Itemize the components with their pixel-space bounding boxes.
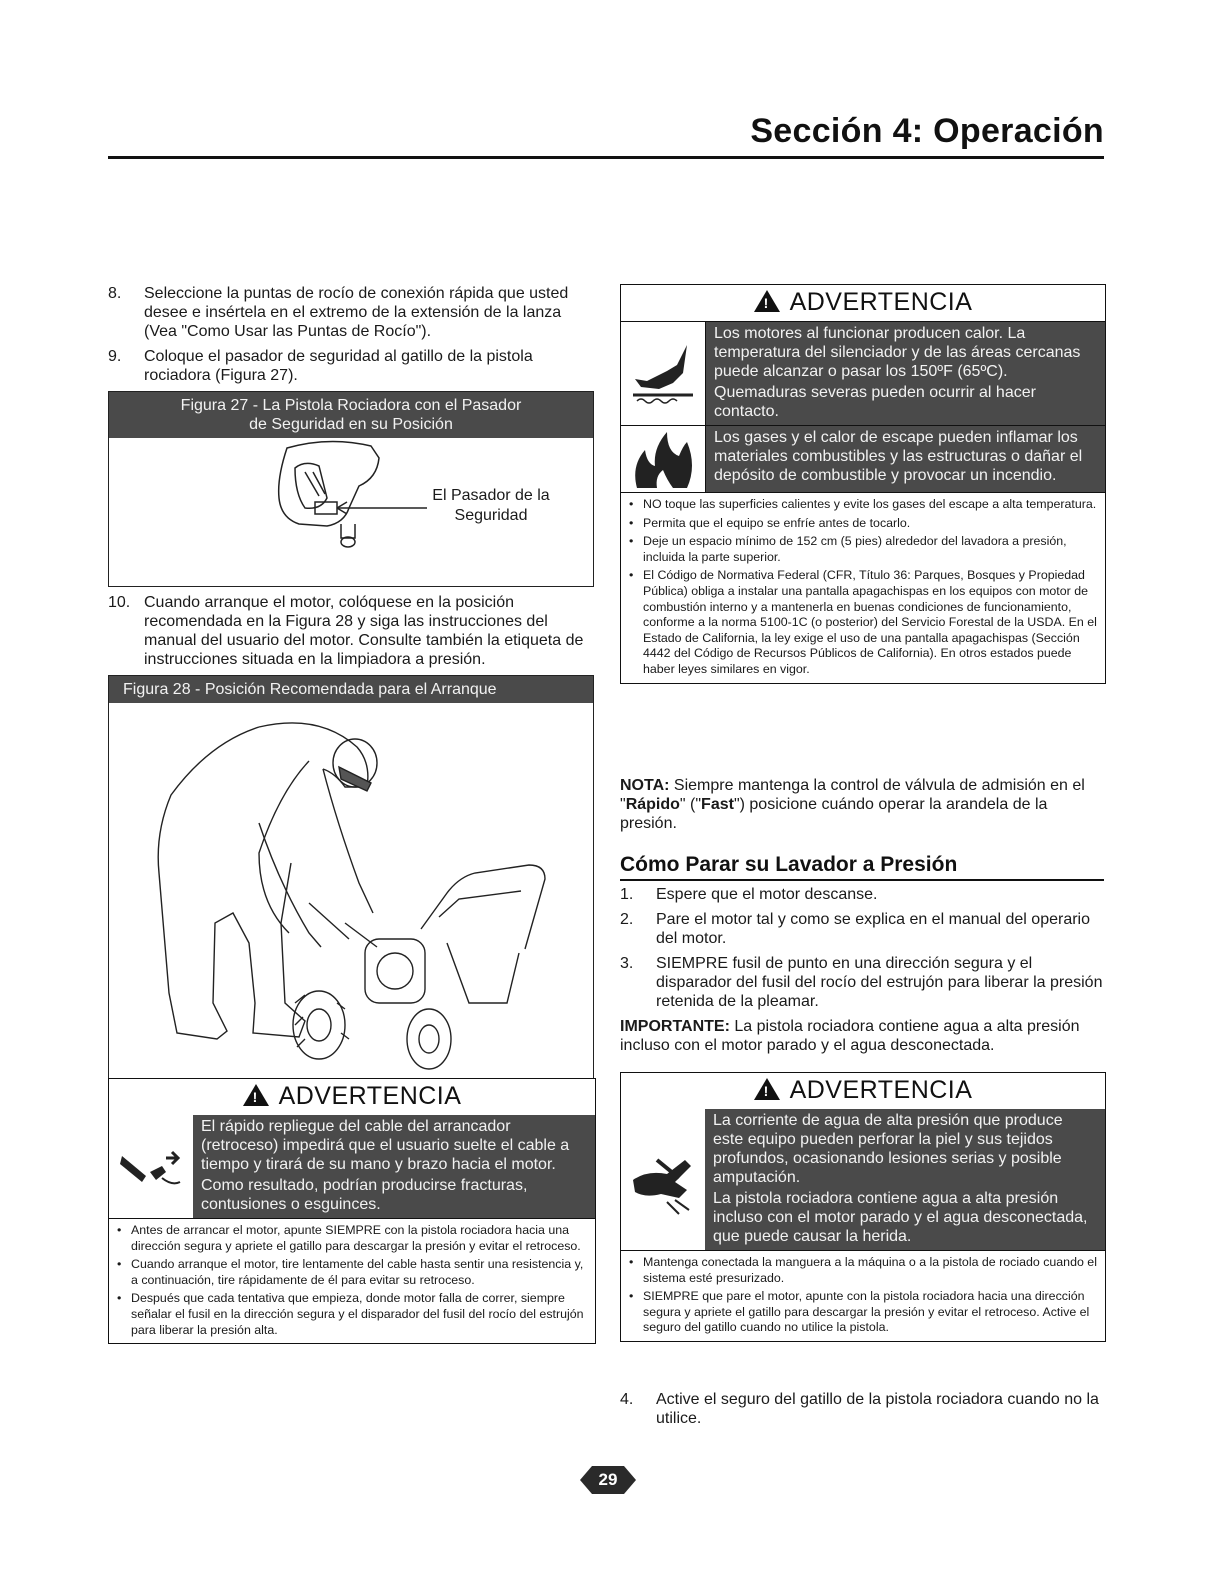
step-number: 3. [620, 954, 634, 972]
step-text: SIEMPRE fusil de punto en una dirección segura y el disparador del fusil del rocío del estrujón para liberar la presión retenida de la pleamar. [656, 954, 1103, 1010]
warning-triangle-icon [754, 290, 780, 312]
fire-icon-svg [627, 426, 699, 492]
stop-heading: Cómo Parar su Lavador a Presión [620, 853, 958, 876]
page-number: 29 [598, 1470, 618, 1489]
warning-message-1: El rápido repliegue del cable del arrancador (retroceso) impedirá que el usuario suelte el cable a tiempo y tirará de su mano y brazo hacia el motor. [201, 1118, 570, 1173]
injection-hazard-icon-svg [627, 1140, 699, 1220]
step-text: Espere que el motor descanse. [656, 885, 878, 903]
warning-row [109, 1115, 595, 1218]
figure-27 [108, 391, 594, 587]
warning-title [621, 285, 1105, 321]
header-rule [108, 156, 1104, 159]
safety-pin-label: El Pasador de la Seguridad [432, 487, 550, 524]
step-text: Cuando arranque el motor, colóquese en la posición recomendada en la Figura 28 y siga las instrucciones del manual del usuario del motor. Consulte también la etiqueta de instrucciones situada en la limpiadora a presión. [144, 594, 584, 668]
warning-bullet: • Cuando arranque el motor, tire lentamente del cable hasta sentir una resistencia y, a continuación, tire rápidamente de él para evitar su retroceso. [115, 1257, 589, 1288]
stop-step-2 [620, 910, 1104, 948]
note-bold-fast: Fast [701, 796, 734, 813]
step-9 [108, 347, 594, 385]
left-column [108, 284, 594, 1082]
warning-message-2: La pistola rociadora contiene agua a alta presión incluso con el motor parado y el agua desconectada, que puede causar la herida. [713, 1190, 1088, 1245]
step-number: 1. [620, 885, 634, 903]
warning-message-3: Los gases y el calor de escape pueden inflamar los materiales combustibles y las estructuras o dañar el depósito de combustible y provocar un incendio. [714, 429, 1083, 484]
warning-triangle-icon [243, 1084, 269, 1106]
warning-bullet: • NO toque las superficies calientes y evite los gases del escape a alta temperatura. [627, 497, 1099, 513]
injection-hazard-icon [621, 1109, 705, 1250]
warning-triangle-icon [754, 1078, 780, 1100]
warning-row [621, 1109, 1105, 1250]
step-number: 4. [620, 1391, 634, 1408]
warning-row-hot-surface [621, 321, 1105, 425]
figure-28 [108, 675, 594, 1082]
hand-recoil-icon-svg [116, 1132, 186, 1202]
stop-step-1 [620, 885, 1104, 904]
warning-message-2: Como resultado, podrían producirse fracturas, contusiones o esguinces. [201, 1177, 528, 1213]
warning-bullets [621, 492, 1105, 683]
stop-step-3 [620, 954, 1104, 1011]
final-step-column [620, 1390, 1104, 1434]
figure-27-body [109, 438, 593, 586]
warning-title-text: ADVERTENCIA [789, 1076, 973, 1104]
recoil-warning [108, 1078, 596, 1344]
note-text: Siempre mantenga la control de válvula de admisión en el " [620, 777, 1085, 813]
warning-title-text: ADVERTENCIA [789, 288, 973, 316]
important-label: IMPORTANTE: [620, 1017, 730, 1035]
warning-message [706, 426, 1105, 492]
step-text: Pare el motor tal y como se explica en el manual del operario del motor. [656, 910, 1090, 947]
warning-message [706, 322, 1105, 425]
figure-27-title: Figura 27 - La Pistola Rociadora con el Pasador de Seguridad en su Posición [109, 392, 593, 438]
warning-row-fire [621, 425, 1105, 492]
note-text: ") posicione cuándo operar la arandela de la presión. [620, 796, 1048, 832]
step-number: 8. [108, 285, 122, 302]
note-paragraph [620, 776, 1104, 833]
warning-title-text: ADVERTENCIA [278, 1082, 462, 1110]
hot-surface-icon [621, 322, 706, 425]
stop-step-4 [620, 1390, 1104, 1428]
warning-message-1: Los motores al funcionar producen calor. La temperatura del silenciador y de las áreas cercanas puede alcanzar o pasar los 150ºF (65ºC). [714, 325, 1081, 380]
figure-28-body [109, 703, 593, 1081]
page-number-badge [578, 1462, 638, 1498]
warning-bullets [621, 1250, 1105, 1341]
warning-title [109, 1079, 595, 1115]
right-text-column [620, 776, 1104, 1055]
step-text: Seleccione la puntas de rocío de conexión rápida que usted desee e insértela en el extremo de la extensión de la lanza (Vea "Como Usar las Puntas de Rocío"). [144, 285, 569, 340]
heat-warning [620, 284, 1106, 684]
note-text: " (" [679, 796, 702, 813]
warning-bullet: • Después que cada tentativa que empieza, donde motor falla de correr, siempre señalar el fusil en la dirección segura y el disparador del fusil del rocío del estrujón para liberar la presión alta. [115, 1291, 589, 1338]
starting-position-illustration [109, 703, 595, 1081]
section-title: Sección 4: Operación [750, 112, 1104, 150]
warning-message-1: La corriente de agua de alta presión que produce este equipo pueden perforar la piel y sus tejidos profundos, ocasionando lesiones serias y posible amputación. [713, 1112, 1063, 1186]
warning-message-2: Quemaduras severas pueden ocurrir al hacer contacto. [714, 384, 1036, 420]
step-8 [108, 284, 594, 341]
hand-recoil-icon [109, 1115, 193, 1218]
note-label: NOTA: [620, 777, 670, 794]
warning-bullet: • Antes de arrancar el motor, apunte SIEMPRE con la pistola rociadora hacia una dirección segura y apriete el gatillo para descargar la presión y evitar el retroceso. [115, 1223, 589, 1254]
warning-bullet: • Deje un espacio mínimo de 152 cm (5 pies) alrededor del lavadora a presión, incluida la parte superior. [627, 534, 1099, 565]
important-text: La pistola rociadora contiene agua a alta presión incluso con el motor parado y el agua desconectada. [620, 1017, 1080, 1054]
warning-bullet: • Permita que el equipo se enfríe antes de tocarlo. [627, 516, 1099, 532]
injection-warning [620, 1072, 1106, 1342]
fire-icon [621, 426, 706, 492]
step-10 [108, 593, 594, 669]
note-bold-rapido: Rápido [625, 796, 680, 813]
warning-bullet: • Mantenga conectada la manguera a la máquina o a la pistola de rociado cuando el sistema esté presurizado. [627, 1255, 1099, 1286]
step-number: 10. [108, 594, 131, 611]
warning-bullet: • SIEMPRE que pare el motor, apunte con la pistola rociadora hacia una dirección segura y apriete el gatillo para descargar la presión y evitar el retroceso. Active el seguro del gatillo cuando no utilice la pistola. [627, 1289, 1099, 1336]
important-paragraph [620, 1017, 1104, 1055]
warning-message [705, 1109, 1105, 1250]
step-number: 9. [108, 348, 122, 365]
stop-heading-rule [620, 879, 1104, 881]
warning-bullet: • El Código de Normativa Federal (CFR, Título 36: Parques, Bosques y Propiedad Pública) obliga a instalar una pantalla apagachispas en los equipos con motor de combustión interno y a mantenerla en buenas condiciones de funcionamiento, conforme a la norma 5100-1C (o posterior) del Servicio Forestal de la USDA. En el Estado de California, la ley exige el uso de una pantalla apagachispas (Sección 4442 del Código de Recursos Públicos de California). En otros estados puede haber leyes similares en vigor. [627, 568, 1099, 677]
warning-title [621, 1073, 1105, 1109]
figure-28-title: Figura 28 - Posición Recomendada para el Arranque [109, 676, 593, 703]
step-text: Active el seguro del gatillo de la pistola rociadora cuando no la utilice. [656, 1391, 1099, 1427]
step-text: Coloque el pasador de seguridad al gatillo de la pistola rociadora (Figura 27). [144, 348, 533, 384]
warning-message [193, 1115, 595, 1218]
warning-bullets [109, 1218, 595, 1343]
step-number: 2. [620, 910, 634, 928]
hot-surface-icon-svg [627, 337, 699, 411]
